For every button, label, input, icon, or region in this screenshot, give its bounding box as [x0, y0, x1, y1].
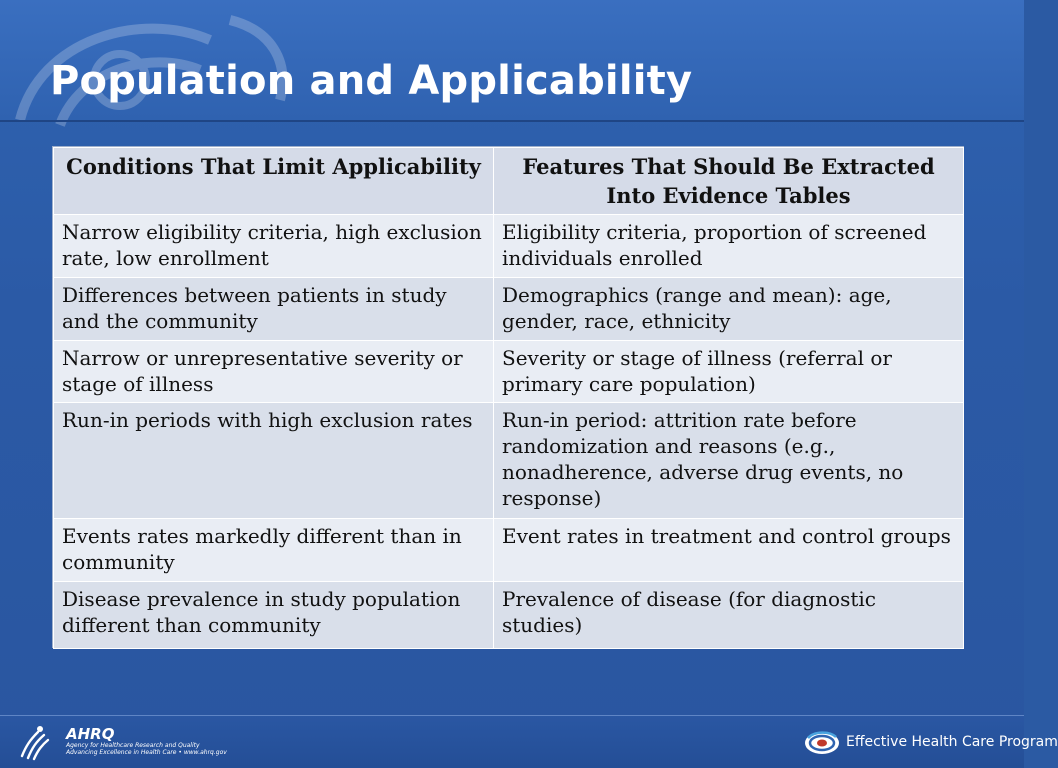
table-row — [54, 403, 964, 519]
column-header-conditions: Conditions That Limit Applicability — [54, 148, 494, 215]
condition-cell: Narrow eligibility criteria, high exclusion rate, low enrollment — [54, 215, 494, 278]
ahrq-mark: AHRQ — [66, 725, 115, 743]
ahrq-agency-name: Agency for Healthcare Research and Quality — [66, 742, 200, 749]
feature-cell: Severity or stage of illness (referral or primary care population) — [494, 341, 964, 403]
condition-cell: Narrow or unrepresentative severity or stage of illness — [54, 341, 494, 403]
feature-cell: Demographics (range and mean): age, gender, race, ethnicity — [494, 278, 964, 341]
table-row — [54, 582, 964, 649]
ahrq-logo — [66, 726, 227, 756]
condition-cell: Disease prevalence in study population different than community — [54, 582, 494, 649]
ehc-program-label: Effective Health Care Program — [846, 734, 1058, 750]
title-divider — [0, 120, 1024, 122]
evidence-table-container — [52, 146, 964, 648]
table-row — [54, 341, 964, 403]
ehc-swirl-icon — [802, 728, 842, 758]
ahrq-tagline: Advancing Excellence in Health Care • www.ahrq.gov — [66, 749, 227, 756]
condition-cell: Run-in periods with high exclusion rates — [54, 403, 494, 519]
feature-cell: Run-in period: attrition rate before randomization and reasons (e.g., nonadherence, adverse drug events, no response) — [494, 403, 964, 519]
page-title: Population and Applicability — [50, 58, 693, 104]
condition-cell: Events rates markedly different than in community — [54, 519, 494, 582]
table-header-row — [54, 148, 964, 215]
column-header-features: Features That Should Be Extracted Into Evidence Tables — [494, 148, 964, 215]
feature-cell: Eligibility criteria, proportion of screened individuals enrolled — [494, 215, 964, 278]
table-row — [54, 278, 964, 341]
condition-cell: Differences between patients in study and the community — [54, 278, 494, 341]
evidence-table — [53, 147, 964, 649]
hhs-eagle-icon — [16, 722, 52, 762]
feature-cell: Prevalence of disease (for diagnostic studies) — [494, 582, 964, 649]
feature-cell: Event rates in treatment and control groups — [494, 519, 964, 582]
table-row — [54, 215, 964, 278]
table-row — [54, 519, 964, 582]
